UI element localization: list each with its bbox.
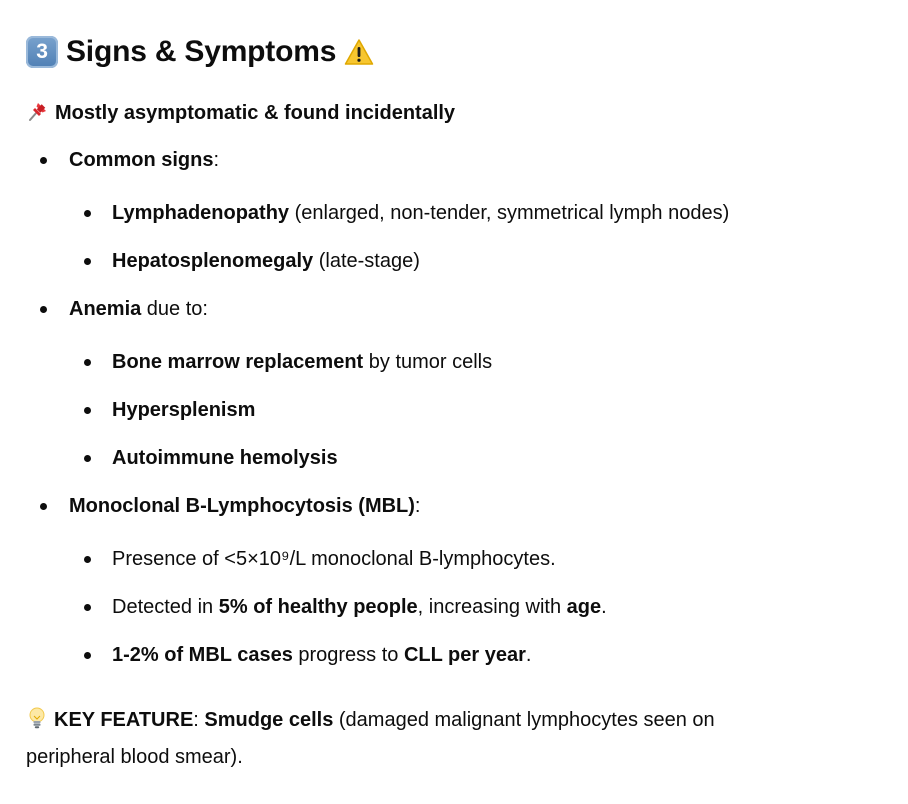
key-feature-line (26, 706, 715, 733)
item-bold: age (566, 596, 602, 618)
item-bold: CLL per year (403, 644, 526, 666)
key-feature-colon: : (193, 709, 205, 731)
item-bold: Anemia (69, 298, 142, 320)
key-feature-text: (damaged malignant lymphocytes seen on (333, 709, 715, 731)
list-item (69, 493, 420, 519)
item-bold: Hypersplenism (112, 399, 256, 421)
item-text: due to: (141, 298, 208, 320)
item-text: , increasing with (417, 596, 567, 618)
item-text: (late-stage) (313, 250, 420, 272)
list-item (112, 349, 492, 375)
item-bold: Common signs (69, 149, 214, 171)
bullet-dot (40, 157, 47, 164)
item-text: Presence of <5×10⁹/L monoclonal B-lymphocytes. (112, 548, 556, 570)
keycap-number-icon: 3 (26, 36, 58, 68)
warning-icon (344, 38, 374, 66)
key-feature-line-2 (26, 744, 243, 770)
bullet-dot (84, 359, 91, 366)
bullet-dot (84, 556, 91, 563)
item-text: progress to (292, 644, 404, 666)
item-bold: Lymphadenopathy (112, 202, 290, 224)
bullet-dot (84, 455, 91, 462)
bullet-dot (84, 604, 91, 611)
bullet-dot (84, 652, 91, 659)
section-heading (26, 30, 374, 74)
intro-text: Mostly asymptomatic & found incidentally (55, 102, 456, 124)
item-text: : (213, 149, 220, 171)
item-bold: Bone marrow replacement (112, 351, 364, 373)
item-bold: 1-2% of MBL cases (112, 644, 293, 666)
list-item (112, 546, 556, 572)
key-feature-label: KEY FEATURE (54, 709, 194, 731)
list-item (112, 200, 729, 226)
item-text: by tumor cells (363, 351, 493, 373)
item-text: Detected in (112, 596, 219, 618)
heading-text: Signs & Symptoms (66, 35, 337, 68)
list-item (112, 397, 255, 423)
bullet-dot (40, 503, 47, 510)
bullet-dot (40, 306, 47, 313)
item-bold: Autoimmune hemolysis (112, 447, 338, 469)
item-bold: Monoclonal B-Lymphocytosis (MBL) (69, 495, 415, 517)
list-item (112, 248, 420, 274)
item-bold: Hepatosplenomegaly (112, 250, 314, 272)
list-item (69, 147, 219, 173)
list-item (112, 445, 338, 471)
item-text: : (414, 495, 421, 517)
key-feature-term: Smudge cells (204, 709, 334, 731)
item-text: (enlarged, non-tender, symmetrical lymph nodes) (289, 202, 730, 224)
intro-line (26, 99, 455, 126)
item-bold: 5% of healthy people (218, 596, 418, 618)
item-text: . (601, 596, 607, 618)
pushpin-icon (26, 99, 50, 123)
item-text: . (525, 644, 532, 666)
list-item (69, 296, 208, 322)
list-item (112, 642, 531, 668)
light-bulb-icon (26, 706, 48, 730)
list-item (112, 594, 607, 620)
bullet-dot (84, 258, 91, 265)
key-feature-text: peripheral blood smear). (26, 746, 243, 768)
bullet-dot (84, 407, 91, 414)
bullet-dot (84, 210, 91, 217)
